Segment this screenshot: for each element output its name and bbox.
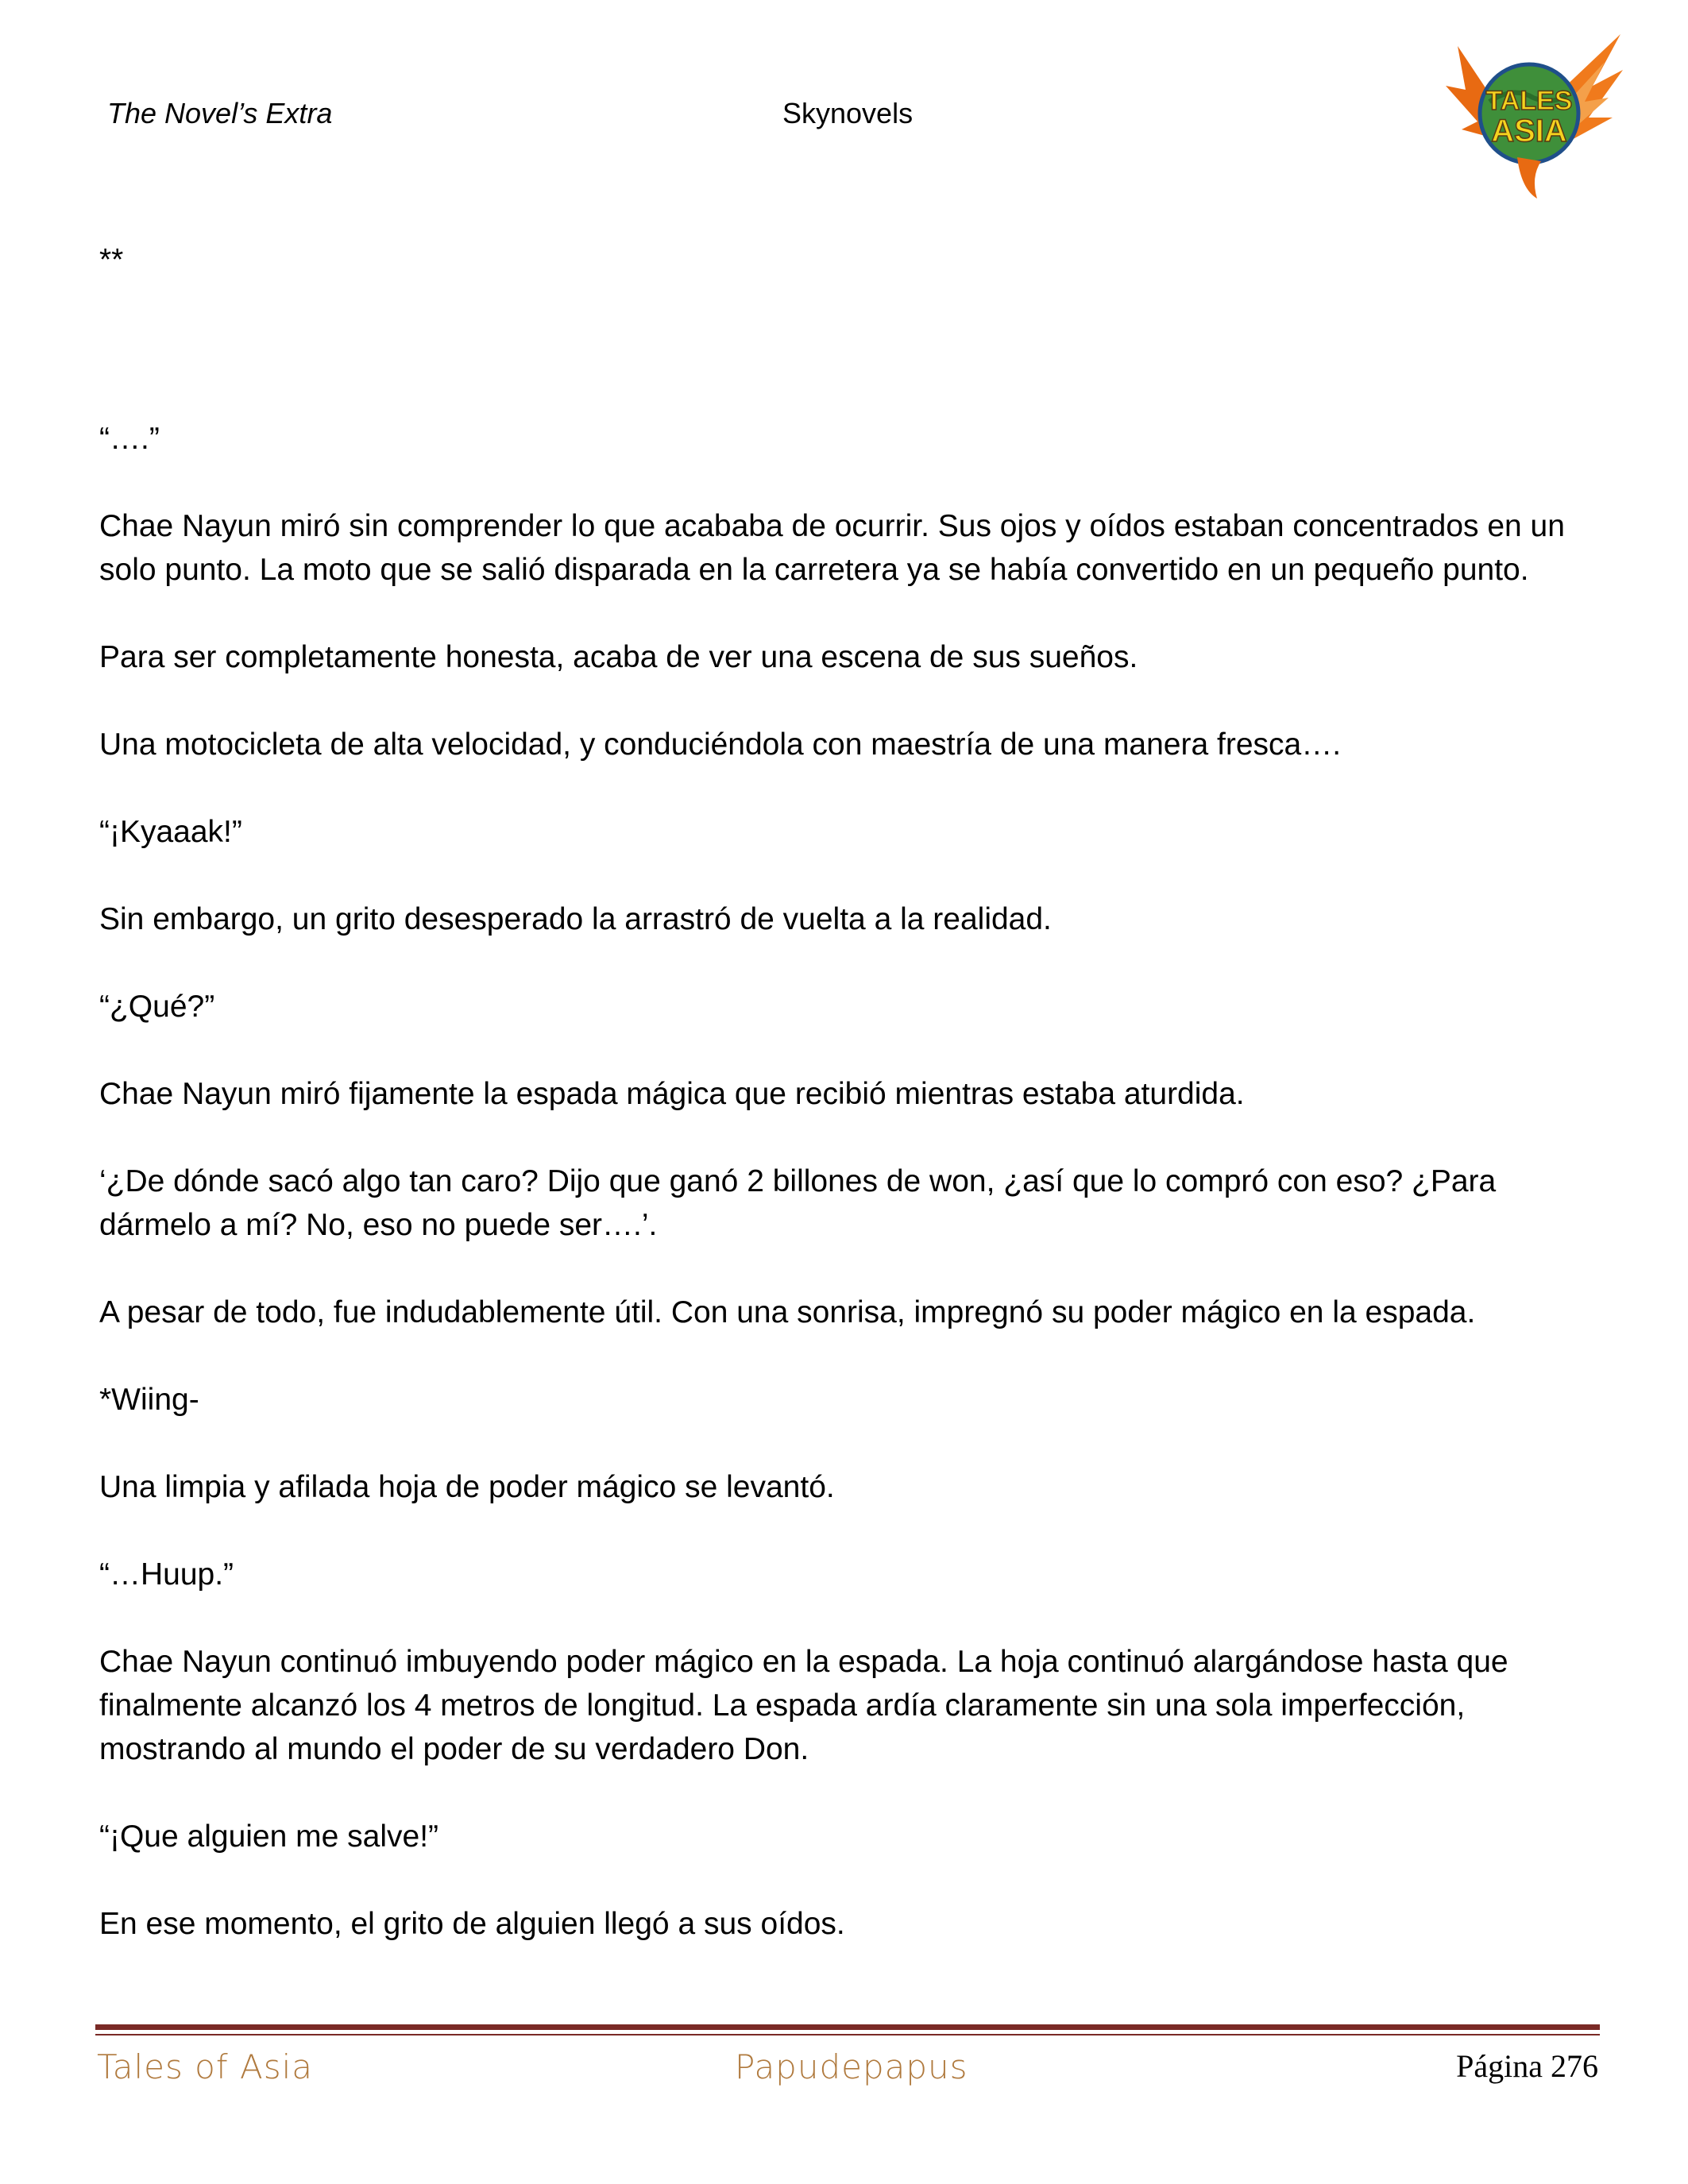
paragraph: En ese momento, el grito de alguien llegó a sus oídos.	[99, 1907, 845, 1941]
chapter-body	[99, 238, 1593, 1989]
paragraph: Una limpia y afilada hoja de poder mágico se levantó.	[99, 1470, 835, 1504]
paragraph: Sin embargo, un grito desesperado la arrastró de vuelta a la realidad.	[99, 902, 1052, 936]
paragraph: Para ser completamente honesta, acaba de ver una escena de sus sueños.	[99, 640, 1138, 674]
logo-text-top: TALES	[1485, 86, 1573, 116]
header-site-name: Skynovels	[782, 97, 914, 129]
paragraph: “….”	[99, 422, 160, 456]
paragraph: **	[99, 243, 124, 277]
paragraph: Una motocicleta de alta velocidad, y conduciéndola con maestría de una manera fresca….	[99, 727, 1342, 762]
header-book-title: The Novel’s Extra	[107, 97, 333, 129]
footer-rule-thin	[95, 2034, 1600, 2035]
footer-translator: Papudepapus	[735, 2047, 968, 2086]
footer-page-number: Página 276	[1456, 2048, 1598, 2084]
paragraph: ‘¿De dónde sacó algo tan caro? Dijo que ganó 2 billones de won, ¿así que lo compró con eso? ¿Para dármelo a mí? No, eso no puede ser….’.	[99, 1164, 1497, 1242]
paragraph: “¿Qué?”	[99, 990, 215, 1024]
paragraph: Chae Nayun miró sin comprender lo que acababa de ocurrir. Sus ojos y oídos estaban concentrados en un solo punto. La moto que se salió disparada en la carretera ya se había convertido en un pequeño punto.	[99, 509, 1565, 587]
paragraph: *Wiing-	[99, 1383, 199, 1417]
paragraph: A pesar de todo, fue indudablemente útil. Con una sonrisa, impregnó su poder mágico en la espada.	[99, 1295, 1476, 1329]
paragraph: “…Huup.”	[99, 1557, 234, 1592]
tales-of-asia-logo	[1442, 30, 1624, 201]
paragraph: Chae Nayun miró fijamente la espada mágica que recibió mientras estaba aturdida.	[99, 1077, 1245, 1111]
paragraph: “¡Kyaaak!”	[99, 815, 242, 849]
footer-group-name: Tales of Asia	[97, 2047, 314, 2086]
paragraph: Chae Nayun continuó imbuyendo poder mágico en la espada. La hoja continuó alargándose hasta que finalmente alcanzó los 4 metros de longitud. La espada ardía claramente sin una sola imperfección, mostrando al mundo el poder de su verdadero Don.	[99, 1645, 1508, 1766]
logo-text-bottom: ASIA	[1491, 114, 1567, 149]
footer-rule-thick	[95, 2024, 1600, 2030]
paragraph: “¡Que alguien me salve!”	[99, 1819, 439, 1854]
